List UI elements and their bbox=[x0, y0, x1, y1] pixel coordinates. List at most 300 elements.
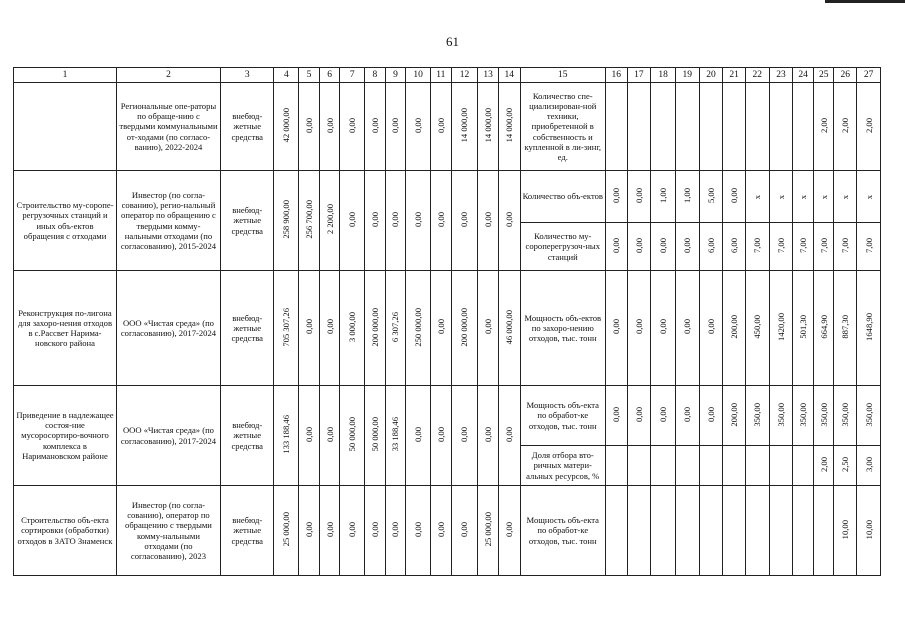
header-cell-text: 10 bbox=[413, 70, 423, 80]
indicator-value-cell-text: x bbox=[840, 195, 851, 200]
header-cell bbox=[365, 68, 386, 83]
amount-cell-text: 25 000,00 bbox=[281, 512, 292, 547]
funding-source-cell-text: внебюд-жетные средства bbox=[231, 515, 263, 546]
indicator-cell bbox=[520, 223, 605, 271]
indicator-cell bbox=[520, 83, 605, 171]
indicator-value-cell bbox=[834, 271, 857, 386]
executor-cell-text: ООО «Чистая среда» (по согласованию), 2017-2024 bbox=[120, 425, 217, 446]
indicator-value-cell bbox=[793, 83, 814, 171]
amount-cell bbox=[385, 271, 406, 386]
indicator-value-cell-text: 5,00 bbox=[705, 187, 716, 203]
indicator-value-cell bbox=[769, 223, 793, 271]
amount-cell bbox=[365, 386, 386, 486]
amount-cell bbox=[299, 486, 320, 576]
header-cell-text: 27 bbox=[863, 70, 874, 80]
header-cell-text: 24 bbox=[798, 70, 808, 80]
executor-cell-text: Региональные опе-раторы по обраще-нию с твердыми коммунальными от-ходами (по согласо-ванию), 2022-2024 bbox=[119, 100, 218, 152]
indicator-cell bbox=[520, 446, 605, 486]
amount-cell bbox=[365, 271, 386, 386]
indicator-value-cell bbox=[723, 486, 746, 576]
amount-cell-text: 0,00 bbox=[303, 319, 314, 335]
header-cell-text: 8 bbox=[372, 70, 378, 80]
amount-cell bbox=[319, 271, 340, 386]
indicator-value-cell-text: 10,00 bbox=[840, 519, 851, 540]
indicator-value-cell-text: 0,00 bbox=[658, 319, 669, 335]
indicator-value-cell bbox=[675, 386, 699, 446]
header-cell-text: 22 bbox=[752, 70, 763, 80]
indicator-value-cell-text: 7,00 bbox=[840, 237, 851, 253]
indicator-value-cell bbox=[605, 486, 627, 576]
header-cell bbox=[478, 68, 499, 83]
event-name-cell-text: Приведение в надлежащее состоя-ние мусоросортиро-вочного комплекса в Наримановском районе bbox=[16, 409, 114, 461]
amount-cell bbox=[406, 171, 431, 271]
header-cell-text: 25 bbox=[818, 70, 829, 80]
table-row bbox=[14, 486, 881, 576]
indicator-value-cell bbox=[605, 271, 627, 386]
header-cell bbox=[430, 68, 451, 83]
indicator-value-cell-text: 350,00 bbox=[818, 402, 829, 427]
header-cell-text: 11 bbox=[436, 70, 446, 80]
amount-cell bbox=[319, 171, 340, 271]
amount-cell-text: 705 307,26 bbox=[281, 307, 292, 347]
indicator-value-cell-text: 1,00 bbox=[682, 187, 693, 203]
amount-cell-text: 0,00 bbox=[324, 521, 335, 537]
indicator-value-cell bbox=[813, 446, 834, 486]
amount-cell-text: 0,00 bbox=[347, 211, 358, 227]
amount-cell bbox=[451, 83, 478, 171]
indicator-value-cell-text: 7,00 bbox=[863, 237, 874, 253]
amount-cell-text: 0,00 bbox=[459, 521, 470, 537]
indicator-value-cell bbox=[834, 446, 857, 486]
header-cell bbox=[834, 68, 857, 83]
header-cell-text: 5 bbox=[306, 70, 312, 80]
indicator-value-cell-text: x bbox=[818, 195, 829, 200]
indicator-value-cell-text: 350,00 bbox=[775, 402, 786, 427]
indicator-value-cell-text: 0,00 bbox=[682, 237, 693, 253]
indicator-value-cell-text: x bbox=[775, 195, 786, 200]
amount-cell bbox=[340, 386, 365, 486]
indicator-value-cell bbox=[834, 386, 857, 446]
event-name-cell bbox=[14, 171, 117, 271]
indicator-value-cell-text: 0,00 bbox=[705, 406, 716, 422]
indicator-value-cell-text: 0,00 bbox=[658, 237, 669, 253]
indicator-value-cell bbox=[651, 446, 676, 486]
amount-cell bbox=[430, 486, 451, 576]
funding-source-cell bbox=[220, 386, 274, 486]
amount-cell-text: 0,00 bbox=[435, 211, 446, 227]
indicator-value-cell bbox=[605, 83, 627, 171]
top-edge-line bbox=[825, 0, 905, 3]
indicator-value-cell bbox=[651, 83, 676, 171]
header-cell bbox=[498, 68, 520, 83]
amount-cell bbox=[478, 271, 499, 386]
indicator-value-cell-text: 350,00 bbox=[840, 402, 851, 427]
indicator-value-cell-text: 350,00 bbox=[752, 402, 763, 427]
amount-cell-text: 14 000,00 bbox=[504, 108, 515, 143]
header-cell bbox=[520, 68, 605, 83]
amount-cell-text: 200 000,00 bbox=[459, 307, 470, 347]
indicator-value-cell-text: 0,00 bbox=[611, 237, 622, 253]
executor-cell-text: ООО «Чистая среда» (по согласованию), 2017-2024 bbox=[120, 317, 217, 338]
indicator-value-cell-text: 0,00 bbox=[729, 187, 740, 203]
indicator-value-cell-text: 7,00 bbox=[775, 237, 786, 253]
indicator-value-cell bbox=[627, 486, 651, 576]
amount-cell-text: 0,00 bbox=[390, 211, 401, 227]
executor-cell bbox=[116, 171, 220, 271]
amount-cell bbox=[340, 171, 365, 271]
header-cell bbox=[116, 68, 220, 83]
header-cell-text: 12 bbox=[459, 70, 470, 80]
amount-cell-text: 46 000,00 bbox=[504, 309, 515, 345]
amount-cell bbox=[299, 83, 320, 171]
indicator-value-cell bbox=[834, 223, 857, 271]
indicator-value-cell-text: 0,00 bbox=[611, 187, 622, 203]
indicator-value-cell-text: 0,00 bbox=[633, 406, 644, 422]
indicator-cell-text: Мощность объ-ектов по захоро-нению отходов, тыс. тонн bbox=[524, 312, 602, 344]
amount-cell bbox=[430, 171, 451, 271]
indicator-value-cell-text: 0,00 bbox=[611, 406, 622, 422]
amount-cell-text: 0,00 bbox=[413, 426, 424, 442]
indicator-value-cell bbox=[857, 171, 881, 223]
amount-cell bbox=[406, 83, 431, 171]
indicator-value-cell-text: 2,00 bbox=[818, 117, 829, 133]
indicator-value-cell bbox=[793, 446, 814, 486]
indicator-value-cell bbox=[857, 386, 881, 446]
funding-source-cell bbox=[220, 486, 274, 576]
header-row bbox=[14, 68, 881, 83]
amount-cell-text: 0,00 bbox=[504, 426, 515, 442]
indicator-cell-text: Мощность объ-екта по обработ-ке отходов, тыс. тонн bbox=[526, 400, 599, 431]
amount-cell-text: 0,00 bbox=[390, 521, 401, 537]
indicator-value-cell bbox=[699, 223, 723, 271]
event-name-cell bbox=[14, 386, 117, 486]
header-cell bbox=[319, 68, 340, 83]
indicator-value-cell bbox=[627, 446, 651, 486]
indicator-value-cell-text: 7,00 bbox=[752, 237, 763, 253]
amount-cell-text: 258 900,00 bbox=[281, 200, 292, 239]
amount-cell-text: 0,00 bbox=[504, 211, 515, 227]
indicator-value-cell-text: 1420,00 bbox=[775, 312, 786, 341]
indicator-value-cell bbox=[699, 386, 723, 446]
indicator-value-cell bbox=[627, 386, 651, 446]
indicator-value-cell bbox=[605, 446, 627, 486]
amount-cell-text: 0,00 bbox=[303, 117, 314, 133]
amount-cell bbox=[319, 486, 340, 576]
indicator-value-cell bbox=[857, 83, 881, 171]
indicator-cell-text: Количество му-сороперегрузоч-ных станций bbox=[525, 231, 601, 262]
indicator-value-cell bbox=[699, 83, 723, 171]
amount-cell-text: 14 000,00 bbox=[459, 108, 470, 143]
header-cell-text: 16 bbox=[611, 70, 622, 80]
indicator-cell-text: Мощность объ-екта по обработ-ке отходов, тыс. тонн bbox=[526, 515, 599, 546]
amount-cell-text: 0,00 bbox=[459, 211, 470, 227]
amount-cell bbox=[299, 386, 320, 486]
header-cell-text: 15 bbox=[558, 70, 568, 80]
amount-cell bbox=[451, 171, 478, 271]
amount-cell-text: 0,00 bbox=[504, 521, 515, 537]
amount-cell bbox=[430, 386, 451, 486]
executor-cell bbox=[116, 83, 220, 171]
amount-cell-text: 25 000,00 bbox=[483, 512, 494, 547]
indicator-value-cell bbox=[745, 446, 769, 486]
indicator-cell-text: Количество спе-циализирован-ной техники, приобретенной в собственность и купленной в ли-зинг, ед. bbox=[524, 90, 602, 162]
indicator-value-cell bbox=[675, 271, 699, 386]
indicator-value-cell bbox=[769, 446, 793, 486]
indicator-value-cell-text: 7,00 bbox=[798, 237, 809, 253]
amount-cell bbox=[340, 83, 365, 171]
amount-cell-text: 0,00 bbox=[483, 319, 494, 335]
indicator-value-cell-text: 350,00 bbox=[863, 402, 874, 427]
amount-cell-text: 200 000,00 bbox=[369, 307, 380, 347]
amount-cell-text: 0,00 bbox=[324, 319, 335, 335]
amount-cell-text: 0,00 bbox=[347, 521, 358, 537]
amount-cell-text: 0,00 bbox=[303, 426, 314, 442]
amount-cell-text: 3 000,00 bbox=[347, 311, 358, 342]
amount-cell bbox=[299, 171, 320, 271]
header-cell bbox=[769, 68, 793, 83]
amount-cell bbox=[478, 171, 499, 271]
header-cell bbox=[857, 68, 881, 83]
indicator-value-cell-text: 501,30 bbox=[798, 315, 809, 339]
indicator-value-cell bbox=[769, 83, 793, 171]
indicator-cell-text: Количество объ-ектов bbox=[522, 191, 603, 202]
indicator-value-cell-text: 450,00 bbox=[752, 315, 763, 339]
indicator-value-cell bbox=[745, 83, 769, 171]
amount-cell-text: 0,00 bbox=[347, 117, 358, 133]
amount-cell-text: 0,00 bbox=[369, 521, 380, 537]
header-cell-text: 23 bbox=[776, 70, 786, 80]
indicator-value-cell-text: 0,00 bbox=[682, 319, 693, 335]
indicator-value-cell bbox=[699, 446, 723, 486]
amount-cell-text: 0,00 bbox=[324, 426, 335, 442]
amount-cell-text: 0,00 bbox=[413, 521, 424, 537]
budget-table bbox=[13, 67, 881, 576]
indicator-value-cell-text: 3,00 bbox=[863, 456, 874, 472]
indicator-value-cell-text: x bbox=[863, 195, 874, 200]
amount-cell-text: 0,00 bbox=[483, 426, 494, 442]
header-cell bbox=[14, 68, 117, 83]
indicator-value-cell bbox=[745, 223, 769, 271]
header-cell-text: 18 bbox=[658, 70, 668, 80]
indicator-value-cell bbox=[627, 171, 651, 223]
indicator-value-cell bbox=[813, 223, 834, 271]
funding-source-cell bbox=[220, 83, 274, 171]
header-cell-text: 19 bbox=[682, 70, 693, 80]
indicator-value-cell bbox=[627, 271, 651, 386]
indicator-value-cell bbox=[813, 386, 834, 446]
indicator-value-cell bbox=[793, 171, 814, 223]
amount-cell-text: 0,00 bbox=[435, 426, 446, 442]
amount-cell bbox=[498, 271, 520, 386]
header-cell-text: 17 bbox=[634, 70, 644, 80]
amount-cell-text: 50 000,00 bbox=[347, 417, 358, 452]
indicator-value-cell-text: 0,00 bbox=[633, 319, 644, 335]
indicator-value-cell bbox=[675, 83, 699, 171]
funding-source-cell-text: внебюд-жетные средства bbox=[231, 312, 263, 344]
indicator-value-cell-text: x bbox=[798, 195, 809, 200]
indicator-value-cell bbox=[627, 223, 651, 271]
event-name-cell bbox=[14, 486, 117, 576]
indicator-value-cell-text: 6,00 bbox=[705, 237, 716, 253]
funding-source-cell-text: внебюд-жетные средства bbox=[231, 205, 263, 236]
indicator-value-cell bbox=[699, 171, 723, 223]
amount-cell bbox=[478, 486, 499, 576]
amount-cell bbox=[299, 271, 320, 386]
amount-cell bbox=[365, 83, 386, 171]
indicator-value-cell-text: 664,90 bbox=[818, 315, 829, 339]
indicator-value-cell bbox=[675, 171, 699, 223]
executor-cell bbox=[116, 486, 220, 576]
header-cell-text: 21 bbox=[729, 70, 739, 80]
amount-cell bbox=[498, 83, 520, 171]
indicator-value-cell-text: 2,00 bbox=[818, 456, 829, 472]
amount-cell bbox=[274, 386, 299, 486]
amount-cell bbox=[274, 83, 299, 171]
indicator-value-cell bbox=[769, 386, 793, 446]
indicator-value-cell-text: 200,00 bbox=[729, 315, 740, 339]
amount-cell-text: 0,00 bbox=[324, 117, 335, 133]
amount-cell-text: 33 188,46 bbox=[390, 417, 401, 452]
amount-cell bbox=[274, 271, 299, 386]
indicator-value-cell-text: 1648,90 bbox=[863, 312, 874, 341]
indicator-value-cell-text: 0,00 bbox=[633, 187, 644, 203]
indicator-value-cell bbox=[699, 271, 723, 386]
indicator-value-cell bbox=[745, 171, 769, 223]
indicator-value-cell bbox=[723, 223, 746, 271]
amount-cell bbox=[478, 386, 499, 486]
indicator-cell-text: Доля отбора вто-ричных матери-альных ресурсов, % bbox=[526, 450, 600, 481]
indicator-cell bbox=[520, 271, 605, 386]
indicator-value-cell bbox=[651, 223, 676, 271]
indicator-value-cell-text: 1,00 bbox=[658, 187, 669, 203]
amount-cell-text: 0,00 bbox=[435, 319, 446, 335]
indicator-value-cell bbox=[605, 171, 627, 223]
indicator-value-cell bbox=[793, 486, 814, 576]
amount-cell-text: 0,00 bbox=[413, 117, 424, 133]
indicator-value-cell bbox=[675, 446, 699, 486]
page-number: 61 bbox=[446, 34, 459, 49]
amount-cell bbox=[319, 83, 340, 171]
header-cell-text: 14 bbox=[504, 70, 514, 80]
executor-cell-text: Инвестор (по согла-сованию), регио-нальный оператор по обращению с твердыми комму-нальными отходами (по согласованию), 2015-2024 bbox=[120, 189, 217, 251]
amount-cell-text: 256 700,00 bbox=[303, 200, 314, 239]
indicator-value-cell bbox=[651, 271, 676, 386]
header-cell bbox=[699, 68, 723, 83]
header-cell bbox=[745, 68, 769, 83]
indicator-value-cell bbox=[627, 83, 651, 171]
header-cell-text: 2 bbox=[166, 70, 171, 80]
header-cell bbox=[340, 68, 365, 83]
indicator-value-cell bbox=[651, 386, 676, 446]
amount-cell bbox=[478, 83, 499, 171]
header-cell-text: 4 bbox=[283, 70, 289, 80]
header-cell-text: 26 bbox=[840, 70, 851, 80]
indicator-cell bbox=[520, 171, 605, 223]
executor-cell bbox=[116, 271, 220, 386]
indicator-value-cell bbox=[723, 446, 746, 486]
amount-cell-text: 0,00 bbox=[369, 211, 380, 227]
indicator-value-cell-text: 200,00 bbox=[729, 402, 740, 427]
indicator-value-cell-text: 0,00 bbox=[658, 406, 669, 422]
header-cell-text: 7 bbox=[349, 70, 355, 80]
amount-cell bbox=[430, 83, 451, 171]
indicator-value-cell bbox=[857, 486, 881, 576]
amount-cell bbox=[385, 386, 406, 486]
indicator-value-cell bbox=[813, 486, 834, 576]
table-row bbox=[14, 171, 881, 223]
indicator-value-cell-text: 2,50 bbox=[840, 456, 851, 472]
indicator-value-cell bbox=[834, 83, 857, 171]
event-name-cell bbox=[14, 83, 117, 171]
amount-cell bbox=[451, 386, 478, 486]
amount-cell-text: 0,00 bbox=[413, 211, 424, 227]
funding-source-cell bbox=[220, 271, 274, 386]
amount-cell bbox=[385, 83, 406, 171]
amount-cell bbox=[430, 271, 451, 386]
indicator-value-cell bbox=[675, 223, 699, 271]
header-cell bbox=[451, 68, 478, 83]
header-cell bbox=[813, 68, 834, 83]
indicator-value-cell bbox=[793, 271, 814, 386]
header-cell bbox=[651, 68, 676, 83]
funding-source-cell-text: внебюд-жетные средства bbox=[231, 420, 263, 451]
amount-cell bbox=[451, 486, 478, 576]
amount-cell bbox=[340, 486, 365, 576]
amount-cell bbox=[274, 486, 299, 576]
header-cell bbox=[793, 68, 814, 83]
header-cell-text: 1 bbox=[62, 70, 68, 80]
amount-cell-text: 0,00 bbox=[435, 117, 446, 133]
amount-cell-text: 14 000,00 bbox=[483, 108, 494, 143]
indicator-value-cell bbox=[813, 271, 834, 386]
amount-cell-text: 0,00 bbox=[435, 521, 446, 537]
amount-cell bbox=[498, 486, 520, 576]
indicator-value-cell bbox=[857, 271, 881, 386]
indicator-value-cell-text: 0,00 bbox=[633, 237, 644, 253]
header-cell bbox=[299, 68, 320, 83]
indicator-value-cell bbox=[813, 83, 834, 171]
indicator-cell bbox=[520, 486, 605, 576]
header-cell bbox=[385, 68, 406, 83]
indicator-value-cell-text: 0,00 bbox=[611, 319, 622, 335]
header-cell bbox=[723, 68, 746, 83]
amount-cell-text: 2 200,00 bbox=[324, 204, 335, 235]
event-name-cell-text: Строительство объ-екта сортировки (обработки) отходов в ЗАТО Знаменск bbox=[17, 515, 113, 546]
indicator-value-cell bbox=[813, 171, 834, 223]
amount-cell-text: 250 000,00 bbox=[413, 307, 424, 347]
amount-cell-text: 133 188,46 bbox=[281, 415, 292, 454]
header-cell bbox=[406, 68, 431, 83]
amount-cell-text: 0,00 bbox=[483, 211, 494, 227]
indicator-value-cell bbox=[857, 446, 881, 486]
amount-cell bbox=[340, 271, 365, 386]
indicator-value-cell-text: 350,00 bbox=[798, 402, 809, 427]
amount-cell bbox=[451, 271, 478, 386]
indicator-value-cell bbox=[723, 83, 746, 171]
indicator-value-cell-text: 2,00 bbox=[840, 117, 851, 133]
indicator-value-cell bbox=[675, 486, 699, 576]
indicator-value-cell bbox=[793, 386, 814, 446]
header-cell-text: 20 bbox=[706, 70, 716, 80]
indicator-value-cell bbox=[723, 271, 746, 386]
event-name-cell bbox=[14, 271, 117, 386]
amount-cell bbox=[385, 171, 406, 271]
indicator-value-cell bbox=[723, 171, 746, 223]
table-row bbox=[14, 271, 881, 386]
amount-cell-text: 0,00 bbox=[369, 117, 380, 133]
header-cell bbox=[675, 68, 699, 83]
funding-source-cell-text: внебюд-жетные средства bbox=[231, 111, 263, 142]
